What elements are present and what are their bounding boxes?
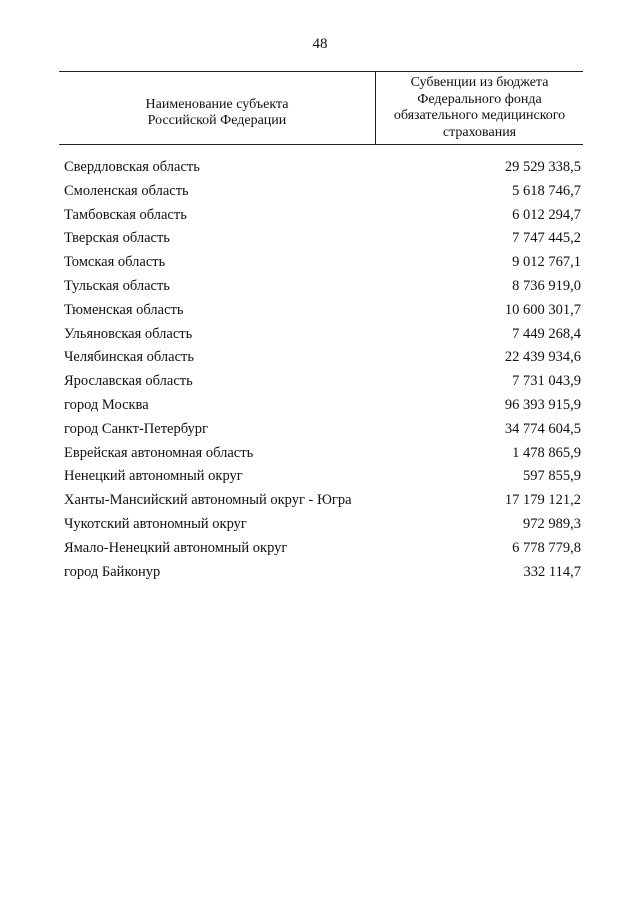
subsidy-value: 1 478 865,9 — [512, 444, 581, 461]
table-body — [64, 159, 581, 587]
table-row — [64, 278, 581, 302]
region-name: город Москва — [64, 396, 149, 413]
region-name: Ямало-Ненецкий автономный округ — [64, 539, 288, 556]
subsidy-value: 34 774 604,5 — [504, 420, 581, 437]
table-row — [64, 230, 581, 254]
table-row — [64, 397, 581, 421]
region-name: Смоленская область — [64, 182, 189, 199]
subsidy-value: 972 989,3 — [523, 515, 581, 532]
table-row — [64, 492, 581, 516]
header-column-subsidy — [376, 72, 583, 144]
region-name: Ульяновская область — [64, 325, 193, 342]
region-name: Тюменская область — [64, 301, 184, 318]
region-name: Свердловская область — [64, 159, 200, 175]
subsidy-value: 17 179 121,2 — [504, 492, 581, 509]
table-row — [64, 207, 581, 231]
table-row — [64, 183, 581, 207]
subsidy-value: 10 600 301,7 — [504, 301, 581, 318]
region-name: Тульская область — [64, 277, 170, 294]
table-row — [64, 468, 581, 492]
region-name: Еврейская автономная область — [64, 444, 254, 461]
subsidy-value: 29 529 338,5 — [504, 159, 581, 175]
table-row — [64, 159, 581, 183]
table-row — [64, 540, 581, 564]
table-header — [59, 71, 583, 145]
table-row — [64, 421, 581, 445]
subsidy-value: 22 439 934,6 — [504, 349, 581, 366]
region-name: Чукотский автономный округ — [64, 515, 247, 532]
table-row — [64, 373, 581, 397]
table-row — [64, 564, 581, 588]
region-name: город Байконур — [64, 563, 161, 580]
header-column-region — [59, 72, 375, 144]
header-region-label: Наименование субъекта Российской Федерации — [145, 96, 289, 128]
page-number: 48 — [312, 36, 328, 52]
subsidy-value: 7 747 445,2 — [512, 230, 581, 247]
region-name: Томская область — [64, 254, 166, 271]
subsidy-value: 7 449 268,4 — [512, 325, 581, 342]
subsidy-value: 8 736 919,0 — [512, 277, 581, 294]
region-name: город Санкт-Петербург — [64, 420, 209, 437]
region-name: Тамбовская область — [64, 206, 187, 223]
region-name: Челябинская область — [64, 349, 194, 366]
table-row — [64, 516, 581, 540]
table-row — [64, 326, 581, 350]
subsidy-value: 6 778 779,8 — [512, 539, 581, 556]
subsidy-value: 5 618 746,7 — [512, 182, 581, 199]
table-row — [64, 349, 581, 373]
header-subsidy-label: Субвенции из бюджета Федерального фонда обязательного медицинского страхования — [393, 75, 566, 140]
region-name: Тверская область — [64, 230, 170, 247]
table-row — [64, 302, 581, 326]
subsidy-value: 332 114,7 — [523, 563, 581, 580]
subsidy-value: 96 393 915,9 — [504, 396, 581, 413]
table-row — [64, 445, 581, 469]
region-name: Ненецкий автономный округ — [64, 468, 243, 485]
subsidy-value: 7 731 043,9 — [512, 373, 581, 390]
subsidy-value: 9 012 767,1 — [512, 254, 581, 271]
table-row — [64, 254, 581, 278]
subsidy-value: 597 855,9 — [523, 468, 581, 485]
region-name: Ханты-Мансийский автономный округ - Югра — [64, 492, 352, 509]
region-name: Ярославская область — [64, 373, 193, 390]
subsidy-value: 6 012 294,7 — [512, 206, 581, 223]
